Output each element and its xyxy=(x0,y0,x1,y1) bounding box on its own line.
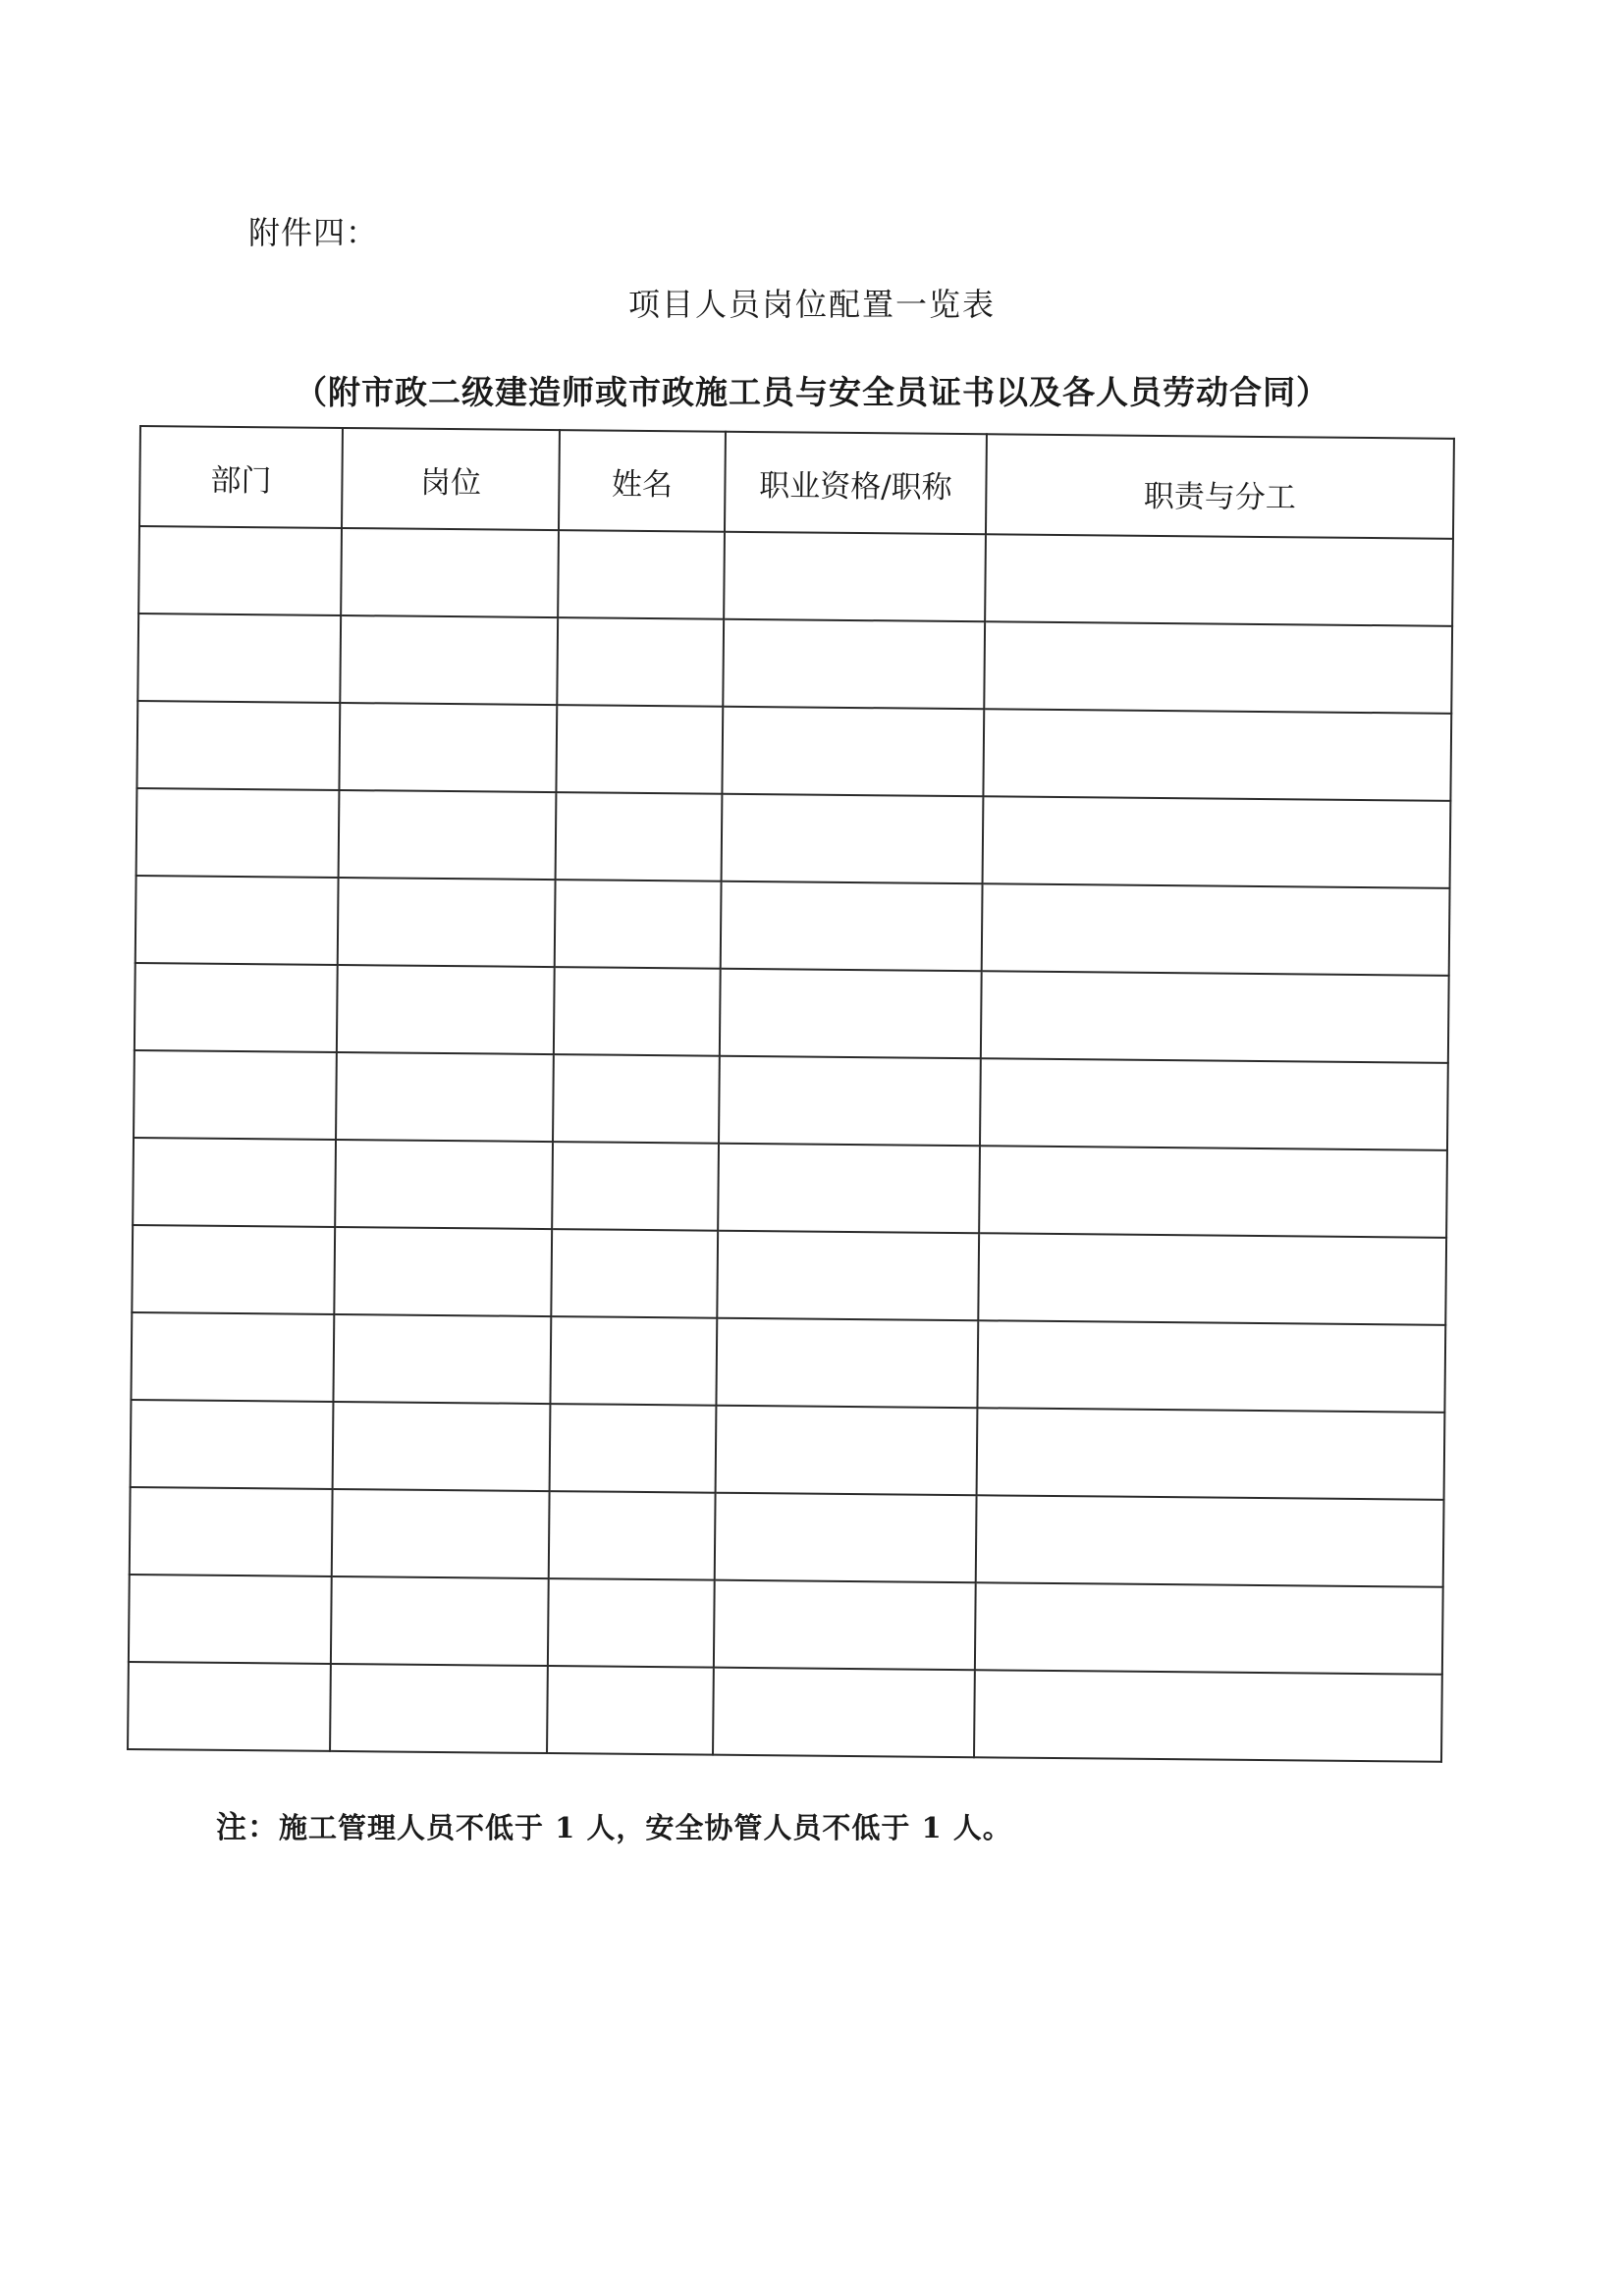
table-row xyxy=(134,1050,1448,1150)
table-row xyxy=(136,701,1451,801)
table-cell-department xyxy=(138,526,342,615)
table-cell-position xyxy=(335,1140,553,1229)
table-cell-duties xyxy=(976,1495,1444,1587)
table-cell-duties xyxy=(980,1058,1448,1150)
table-row xyxy=(131,1400,1445,1500)
table-body xyxy=(128,526,1453,1762)
footnote xyxy=(216,1802,1012,1846)
table-cell-department xyxy=(136,788,340,878)
table-row xyxy=(132,1225,1446,1325)
table-cell-duties xyxy=(975,1582,1443,1675)
staff-allocation-table xyxy=(127,425,1455,1763)
table-cell-name xyxy=(548,1578,715,1668)
table-cell-qualification xyxy=(719,1056,981,1147)
table-cell-name xyxy=(553,1054,720,1144)
table-cell-qualification xyxy=(721,881,983,972)
table-cell-name xyxy=(556,792,723,881)
table-cell-department xyxy=(135,876,339,965)
table-cell-position xyxy=(331,1576,549,1666)
table-cell-qualification xyxy=(716,1406,978,1496)
table-row xyxy=(137,614,1452,714)
table-cell-name xyxy=(550,1404,717,1493)
document-subtitle: （附市政二级建造师或市政施工员与安全员证书以及各人员劳动合同） xyxy=(295,373,1329,411)
table-cell-position xyxy=(338,878,556,967)
table-cell-department xyxy=(129,1575,332,1664)
table-cell-qualification xyxy=(720,969,982,1059)
table-cell-position xyxy=(339,790,557,880)
header-qualification: 职业资格/职称 xyxy=(725,432,987,535)
table-cell-duties xyxy=(983,796,1451,888)
table-cell-qualification xyxy=(722,707,984,797)
table-cell-duties xyxy=(977,1320,1445,1413)
table-row xyxy=(129,1575,1443,1675)
table-cell-duties xyxy=(983,709,1451,801)
table-cell-name xyxy=(556,705,723,794)
table-row xyxy=(135,876,1450,976)
table-cell-department xyxy=(134,1050,337,1140)
table-cell-department xyxy=(136,701,340,790)
table-cell-qualification xyxy=(718,1144,980,1234)
table-cell-name xyxy=(550,1316,717,1406)
header-position: 岗位 xyxy=(342,428,560,530)
table-cell-position xyxy=(337,965,555,1054)
table-cell-department xyxy=(132,1225,335,1314)
header-name: 姓名 xyxy=(559,430,726,532)
table-cell-position xyxy=(339,703,557,792)
table-row xyxy=(135,963,1449,1063)
table-cell-qualification xyxy=(717,1231,979,1321)
table-row xyxy=(138,526,1453,626)
table-cell-duties xyxy=(977,1408,1445,1500)
table-cell-name xyxy=(549,1491,716,1580)
table-cell-position xyxy=(333,1314,551,1404)
table-cell-name xyxy=(547,1666,714,1755)
table-cell-name xyxy=(551,1229,718,1318)
table-cell-position xyxy=(334,1227,552,1316)
table-cell-name xyxy=(557,617,724,707)
attachment-label: 附件四： xyxy=(248,214,379,251)
footnote-text: 施工管理人员不低于 1 人，安全协管人员不低于 1 人。 xyxy=(279,1811,1012,1844)
table-row xyxy=(131,1312,1445,1413)
table-cell-position xyxy=(336,1052,554,1142)
table-cell-qualification xyxy=(723,619,985,710)
table-cell-position xyxy=(341,528,559,617)
table-cell-qualification xyxy=(724,532,986,622)
document-title: 项目人员岗位配置一览表 xyxy=(627,286,996,323)
table-cell-qualification xyxy=(713,1668,975,1758)
table-cell-duties xyxy=(974,1670,1442,1762)
footnote-prefix: 注： xyxy=(216,1810,279,1845)
table-cell-department xyxy=(130,1487,333,1576)
table-cell-qualification xyxy=(716,1318,978,1409)
table-cell-name xyxy=(552,1142,719,1231)
table-row xyxy=(128,1662,1442,1762)
table-row xyxy=(136,788,1451,888)
table-cell-position xyxy=(330,1664,548,1753)
header-department: 部门 xyxy=(139,426,343,528)
table-cell-duties xyxy=(985,534,1453,626)
table-cell-duties xyxy=(978,1233,1446,1325)
table-cell-duties xyxy=(984,621,1452,714)
table-cell-qualification xyxy=(715,1493,977,1583)
table-cell-department xyxy=(131,1400,334,1489)
table-cell-name xyxy=(554,967,721,1056)
table-cell-qualification xyxy=(722,794,984,884)
table-header-row xyxy=(139,426,1454,539)
header-duties: 职责与分工 xyxy=(986,434,1454,539)
table-cell-department xyxy=(131,1312,334,1402)
table-cell-department xyxy=(133,1138,336,1227)
table-cell-qualification xyxy=(714,1580,976,1671)
table-cell-department xyxy=(128,1662,331,1751)
table-cell-duties xyxy=(979,1146,1447,1238)
table-cell-position xyxy=(332,1489,550,1578)
table-cell-duties xyxy=(982,883,1450,976)
table-cell-department xyxy=(137,614,341,703)
table-cell-name xyxy=(558,530,725,619)
table-cell-duties xyxy=(981,971,1449,1063)
table-row xyxy=(133,1138,1447,1238)
table-cell-position xyxy=(333,1402,551,1491)
table-cell-name xyxy=(555,880,722,969)
table-cell-position xyxy=(340,615,558,705)
table-row xyxy=(130,1487,1444,1587)
table-cell-department xyxy=(135,963,338,1052)
